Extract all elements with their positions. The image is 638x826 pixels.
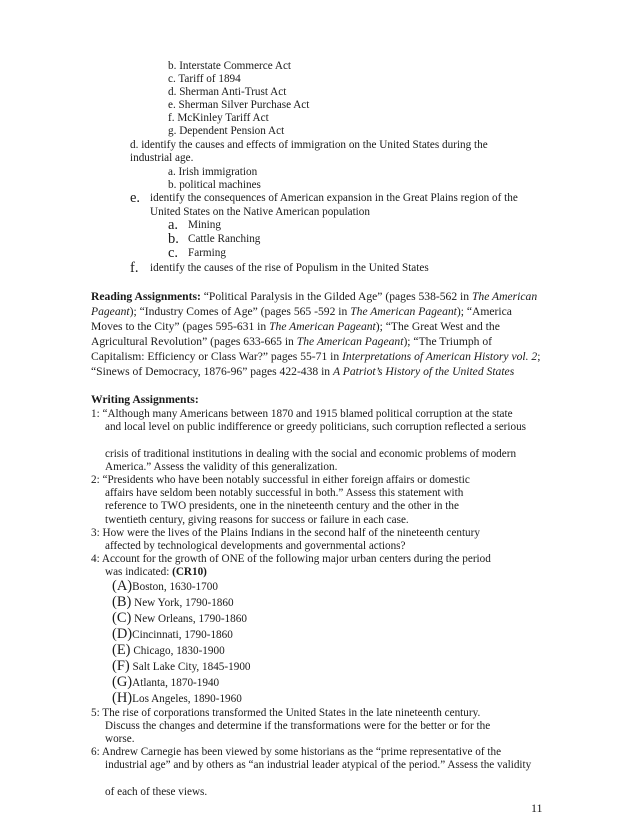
book-title: Interpretations of American History vol. 2 [342, 350, 538, 363]
outline-item: b. Interstate Commerce Act [168, 60, 292, 72]
question-line: Discuss the changes and determine if the transformations were for the better or for the [105, 720, 491, 732]
book-title: The American Pageant [269, 320, 376, 333]
reading-text: ); “America [456, 305, 512, 318]
question-line: of each of these views. [105, 786, 208, 798]
question-line: 1: “Although many Americans between 1870 and 1915 blamed political corruption at the state [91, 408, 513, 420]
question-line: and local level on public indifference or greedy politicians, such corruption reflected a serious [105, 421, 527, 433]
outline-item: e. Sherman Silver Purchase Act [168, 99, 310, 111]
curriculum-code: (CR10) [172, 566, 207, 578]
outline-objective-f [130, 260, 429, 276]
city-item [112, 660, 251, 674]
outline-item: a. Irish immigration [168, 166, 258, 178]
list-marker: (D) [112, 626, 133, 642]
objective-text: identify the causes of the rise of Populism in the United States [150, 262, 429, 274]
question-line: industrial age” and by others as “an industrial leader atypical of the period.” Assess the validity [105, 759, 532, 771]
question-line: America.” Assess the validity of this generalization. [105, 461, 338, 473]
list-marker: (E) [112, 642, 131, 658]
outline-item: f. McKinley Tariff Act [168, 112, 269, 124]
reading-text: ; [537, 350, 541, 363]
outline-item [168, 245, 226, 261]
list-marker: (C) [112, 610, 132, 626]
outline-item: d. Sherman Anti-Trust Act [168, 86, 287, 98]
book-title: Pageant [91, 305, 130, 318]
item-text: Salt Lake City, 1845-1900 [129, 661, 251, 673]
list-marker: (B) [112, 594, 132, 610]
reading-text: Agricultural Revolution” (pages 633-665 in [91, 335, 297, 348]
page-number: 11 [531, 801, 543, 815]
question-line: affected by technological developments and governmental actions? [105, 540, 406, 552]
list-marker: c. [168, 245, 179, 261]
objective-text: identify the consequences of American expansion in the Great Plains region of the [150, 192, 518, 204]
item-text: Mining [188, 219, 221, 231]
outline-objective-d: d. identify the causes and effects of immigration on the United States during the [130, 139, 488, 151]
list-marker: f. [130, 260, 139, 276]
book-title: The American [471, 290, 538, 303]
city-item [112, 692, 242, 706]
writing-heading [91, 393, 199, 406]
city-item [112, 644, 225, 658]
question-line: reference to TWO presidents, one in the nineteenth century and the other in the [105, 500, 459, 512]
question-line: 3: How were the lives of the Plains Indians in the second half of the nineteenth century [91, 527, 480, 539]
item-text: Chicago, 1830-1900 [130, 645, 225, 657]
outline-objective-d-cont: industrial age. [130, 152, 194, 164]
list-marker: a. [168, 217, 179, 233]
outline-item: c. Tariff of 1894 [168, 73, 241, 85]
item-text: Cincinnati, 1790-1860 [132, 629, 233, 641]
outline-item: g. Dependent Pension Act [168, 125, 285, 137]
question-line: 4: Account for the growth of ONE of the following major urban centers during the period [91, 553, 491, 565]
list-marker: b. [168, 231, 179, 247]
question-line: crisis of traditional institutions in dealing with the social and economic problems of modern [105, 448, 517, 460]
question-line: 6: Andrew Carnegie has been viewed by some historians as the “prime representative of the [91, 746, 502, 758]
section-heading: Writing Assignments: [91, 393, 199, 406]
item-text: Farming [188, 247, 226, 259]
item-text: Los Angeles, 1890-1960 [132, 693, 242, 705]
question-line: affairs have seldom been notably successful in both.” Assess this statement with [105, 487, 464, 499]
outline-objective-e-cont: United States on the Native American population [150, 206, 370, 218]
city-item [112, 596, 234, 610]
reading-line [91, 305, 512, 318]
reading-text: ); “Industry Comes of Age” (pages 565 -592 in [129, 305, 351, 318]
reading-line [91, 365, 514, 378]
reading-line [91, 350, 540, 363]
list-marker: (H) [112, 690, 133, 706]
reading-line [91, 290, 537, 303]
question-line: 2: “Presidents who have been notably successful in either foreign affairs or domestic [91, 474, 470, 486]
item-text: Atlanta, 1870-1940 [132, 677, 220, 689]
reading-text: “Political Paralysis in the Gilded Age” (pages 538-562 in [200, 290, 472, 303]
question-line: 5: The rise of corporations transformed the United States in the late nineteenth century. [91, 707, 481, 719]
outline-objective-e [130, 190, 518, 206]
reading-text: ); “The Triumph of [403, 335, 492, 348]
reading-text: Moves to the City” (pages 595-631 in [91, 320, 270, 333]
book-title: A Patriot’s History of the United States [333, 365, 515, 378]
reading-text: ); “The Great West and the [375, 320, 500, 333]
item-text: New Orleans, 1790-1860 [131, 613, 247, 625]
reading-text: Capitalism: Efficiency or Class War?” pages 55-71 in [91, 350, 343, 363]
reading-heading: Reading Assignments: [91, 290, 201, 303]
book-title: The American Pageant [296, 335, 404, 348]
city-item [112, 676, 219, 690]
city-item [112, 612, 247, 626]
question-text: was indicated: [105, 566, 173, 578]
item-text: New York, 1790-1860 [131, 597, 234, 609]
question-line: worse. [105, 733, 135, 745]
item-text: Cattle Ranching [188, 233, 261, 245]
reading-text: “Sinews of Democracy, 1876-96” pages 422-438 in [91, 365, 334, 378]
list-marker: (F) [112, 658, 130, 674]
book-title: The American Pageant [350, 305, 457, 318]
question-line: twentieth century, giving reasons for success or failure in each case. [105, 514, 409, 526]
reading-line [91, 320, 500, 333]
city-item [112, 580, 218, 594]
list-marker: (A) [112, 578, 133, 594]
outline-item: b. political machines [168, 179, 261, 191]
reading-line [91, 335, 492, 348]
item-text: Boston, 1630-1700 [132, 581, 218, 593]
list-marker: (G) [112, 674, 133, 690]
list-marker: e. [130, 190, 141, 206]
city-item [112, 628, 233, 642]
